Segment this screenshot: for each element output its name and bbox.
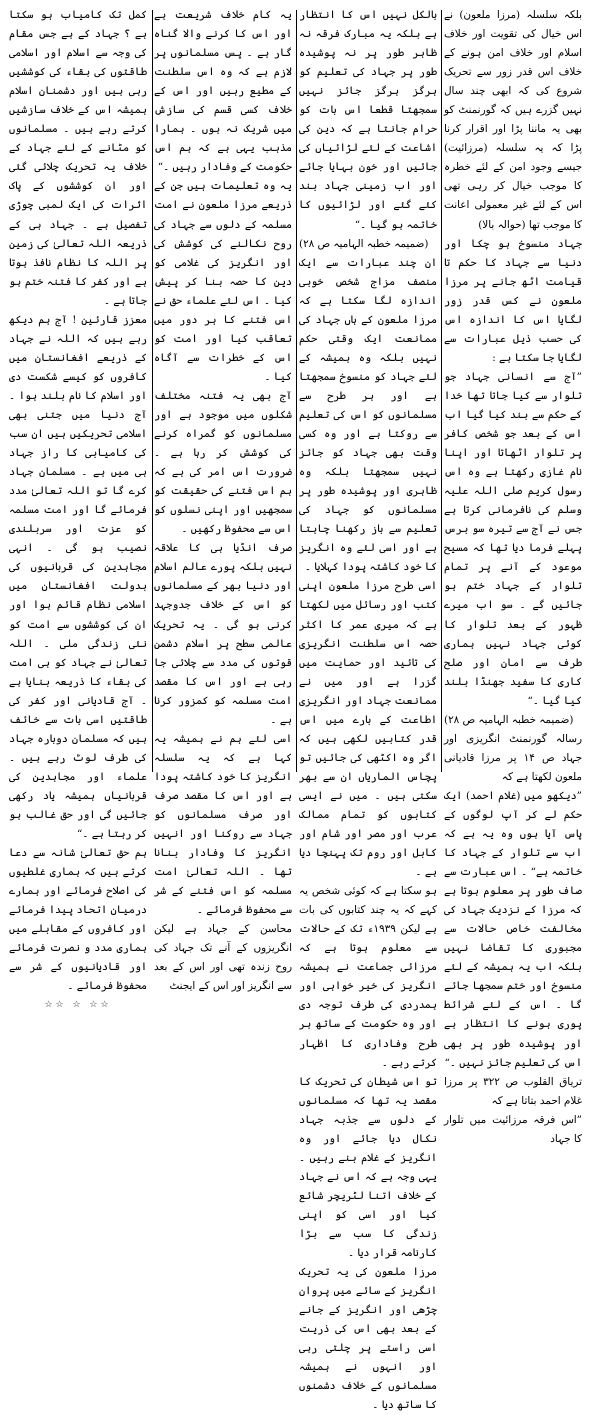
newspaper-page bbox=[6, 6, 584, 1412]
paragraph: رسالہ گورنمنٹ انگریزی اور جہاد ص ۱۴ پر مرزا قادیانی ملعون لکھتا ہے کہ bbox=[444, 732, 582, 783]
source-citation: (ضمیمہ خطبہ الہامیہ ص ۲۸) bbox=[299, 237, 429, 250]
quotation: ”دیکھو میں (غلام احمد) ایک حکم لے کر آپ لوگوں کے پاس آیا ہوں وہ یہ ہے کہ اب سے تلوار کے جہاد کا خاتمہ ہے“ ۔ اس عبارت سے صاف طور پر معلوم ہوتا ہے کہ مرزا کے نزدیک جہاد کی مخالفت خاص حالات سے مجبوری کا تقاضا نہیں بلکہ اب یہ ہمیشہ کے لئے منسوخ اور ختم سمجھا جائے گا ۔ اس کے لئے شرائط پوری ہونے کا انتظار ہے اور پوشیدہ طور پر بھی اس کی تعلیم جائز نہیں ۔“ bbox=[444, 789, 582, 1069]
quotation: ”اس فرقہ مرزائیت میں تلوار کا جہاد bbox=[444, 1113, 582, 1145]
closing-prayer: ہم حق تعالیٰ شانہ سے دعا کرتے ہیں کہ ہماری غلطیوں کی اصلاح فرمائے اور ہمارے درمیان اتحاد پیدا فرمائے اور کافروں کے مقابلے میں ہماری مدد و نصرت فرمائے اور قادیانیوں کے شر سے محفوظ فرمائے ۔ bbox=[9, 847, 147, 993]
paragraph: آج بھی یہ فتنہ مختلف شکلوں میں موجود ہے اور مسلمانوں کو گمراہ کرنے کی کوشش کر رہا ہے ۔ ضرورت اس امر کی ہے کہ ہم اس فتنے کی حقیقت کو سمجھیں اور اپنی نسلوں کو اس سے محفوظ رکھیں ۔ bbox=[154, 389, 292, 536]
paragraph: کمل تک کامیاب ہو سکتا ہے ؟ جہاد کے ہے جس مقام کی وجہ سے اسلام اور اسلامی طاقتوں کی بقاء کی کوششیں رہی ہیں اور دشمنان اسلام ہمیشہ اس کے خلاف سازشیں کرتے رہے ہیں ۔ مسلمانوں کو مٹانے کے لئے جہاد کے خلاف یہ تحریک چلائی گئی اور ان کوششوں کے پاک اثرات کی ایک لمبی چوڑی تفصیل ہے ۔ جہاد ہی کے ذریعہ اللہ تعالیٰ کی زمین پر اللہ کا نظام نافذ ہوتا ہے اور کفر کا فتنہ ختم ہو جاتا ہے ۔ bbox=[9, 9, 147, 307]
paragraph: ہو سکتا ہے کہ کوئی شخص یہ کہے کہ یہ چند کتابوں کی بات ہے لیکن ۱۹۳۹ء تک کے حالات سے معلوم ہوتا ہے کہ مرزائی جماعت نے ہمیشہ انگریز کی خیر خواہی اور ہمدردی کی طرف توجہ دی اور وہ حکومت کے ساتھ ہر طرح وفاداری کا اظہار کرتے رہے ۔ bbox=[299, 885, 438, 1069]
text-column-1 bbox=[444, 6, 582, 1145]
source-citation: (ضمیمہ خطبہ الہامیہ ص ۲۸) bbox=[444, 713, 574, 726]
paragraph: اسی طرح مرزا ملعون اپنی کتب اور رسائل میں لکھتا ہے کہ میری عمر کا اکثر حصہ اس سلطنت انگریزی کی تائید اور حمایت میں گزرا ہے اور میں نے ممانعت جہاد اور انگریزی اطاعت کے بارے میں اس قدر کتابیں لکھی ہیں کہ اگر وہ اکٹھی کی جائیں تو پچاس الماریاں ان سے بھر سکتی ہیں ۔ میں نے ایسی کتابوں کو تمام ممالک عرب اور مصر اور شام اور کابل اور روم تک پہنچا دیا ہے ۔ bbox=[299, 580, 437, 879]
paragraph: بالکل نہیں اس کا انتظار ہے بلکہ یہ مبارک فرقہ نہ ظاہر طور پر نہ پوشیدہ طور پر جہاد کی تعلیم کو ہرگز ہرگز جائز نہیں سمجھتا قطعا اس بات کو حرام جانتا ہے کہ دین کی اشاعت کے لئے لڑائیاں کی جائیں اور خون بہایا جائے اور اب زمینی جہاد بند کئے گئے اور لڑائیوں کا خاتمہ ہو گیا ۔“ bbox=[299, 9, 437, 231]
column-divider bbox=[441, 10, 442, 772]
paragraph: معزز قارئین ! آج ہم دیکھ رہے ہیں کہ اللہ نے جہاد کے ذریعے افغانستان میں کافروں کو کیسے شکست دی اور اسلام کا نام بلند ہوا ۔ آج دنیا میں جتنی بھی اسلامی تحریکیں ہیں ان سب کی کامیابی کا راز جہاد ہی میں ہے ۔ مسلمان جہاد کرے گا تو اللہ تعالیٰ مدد فرمائے گا اور امت مسلمہ کو عزت اور سربلندی نصیب ہو گی ۔ انہی مجاہدین کی قربانیوں کی بدولت افغانستان میں اسلامی نظام قائم ہوا اور ان کی کوششوں سے امت کو نئی زندگی ملی ۔ اللہ تعالیٰ نے جہاد کو ہی امت کی بقاء کا ذریعہ بنایا ہے ۔ آج قادیانی اور کفر کی طاقتیں اسی بات سے خائف ہیں کہ مسلمان دوبارہ جہاد کی طرف لوٹ رہے ہیں ۔ علماء اور مجاہدین کی قربانیاں ہمیشہ یاد رکھی جائیں گی اور حق غالب ہو کر رہتا ہے ۔“ bbox=[9, 313, 147, 841]
paragraph: تریاق القلوب ص ۳۲۲ پر مرزا غلام احمد بتاتا ہے کہ bbox=[444, 1075, 582, 1107]
paragraph: صرف انڈیا ہی کا علاقہ نہیں بلکہ پورے عالم اسلام اور دنیا بھر کے مسلمانوں کو اس کے خلاف جدوجہد کرنی ہو گی ۔ یہ تحریک عالمی سطح پر اسلام دشمن قوتوں کی مدد سے چلائی جا رہی ہے اور اس کا مقصد امت مسلمہ کو کمزور کرنا ہے ۔ bbox=[154, 542, 292, 726]
paragraph: یہ وہ تعلیمات ہیں جن کے ذریعے مرزا ملعون نے امت مسلمہ کے دلوں سے جہاد کی روح نکالنے کی کوشش کی اور انگریز کی غلامی کو دین کا حصہ بنا کر پیش کیا ۔ اس لئے علماء حق نے اس فتنے کا ہر دور میں تعاقب کیا اور امت کو اس کے خطرات سے آگاہ کیا ۔ bbox=[154, 180, 292, 383]
text-column-3 bbox=[154, 6, 292, 993]
column-divider bbox=[152, 10, 153, 772]
column-divider bbox=[296, 10, 297, 772]
paragraph: تو اس شیطان کی تحریک کا مقصد یہ تھا کہ مسلمانوں کے دلوں سے جذبہ جہاد نکال دیا جائے اور وہ انگریز کے غلام بنے رہیں ۔ یہی وجہ ہے کہ اس نے جہاد کے خلاف اتنا لٹریچر شائع کیا اور اسی کو اپنی زندگی کا سب سے بڑا کارنامہ قرار دیا ۔ bbox=[299, 1075, 437, 1260]
paragraph: بلکہ سلسلہ (مرزا ملعون) نے اس خیال کی تقویت اور خلاف اسلام اور خلاف امن ہونے کے خلاف اس قدر زور سے تحریک شروع کی کہ ابھی چند سال نہیں گزرے ہیں کہ گورنمنٹ کو بھی یہ ماننا پڑا اور اقرار کرنا پڑا کہ یہ سلسلہ (مرزائیت) جیسے وجود امن کے لئے خطرہ کا موجب خیال کر رہی تھی اس کے لئے غیر معمولی اعانت کا موجب تھا (حوالہ بالا) bbox=[444, 9, 582, 231]
paragraph: یہ کام خلاف شریعت ہے اور اس کا کرنے والا گناہ گار ہے ۔ پس مسلمانوں پر لازم ہے کہ وہ اس سلطنت کے مطیع رہیں اور اس کے خلاف کسی قسم کی سازش میں شریک نہ ہوں ۔ ہمارا مذہب یہی ہے کہ ہم اس حکومت کے وفادار رہیں ۔“ bbox=[154, 9, 292, 174]
paragraph: محاسن کے جہاد ہے لیکن انگریزوں کے آنے تک جہاد کی روح زندہ تھی اور اس کے بعد سے انگریز اور اس کے ایجنٹ bbox=[154, 923, 292, 993]
paragraph: مرزا ملعون کی یہ تحریک انگریز کے سائے میں پروان چڑھی اور انگریز کے جانے کے بعد بھی اس کی ذریت اسی راستے پر چلتی رہی اور انہوں نے ہمیشہ مسلمانوں کے خلاف دشمنوں کا ساتھ دیا ۔ bbox=[299, 1266, 437, 1412]
paragraph: جہاد منسوخ ہو چکا اور دنیا سے جہاد کا حکم تا قیامت اٹھ جانے پر مرزا ملعون نے کس قدر زور لگایا اس کا اندازہ اس کی حسب ذیل عبارات سے لگایا جا سکتا ہے : bbox=[444, 237, 582, 364]
text-column-4 bbox=[9, 6, 147, 1011]
paragraph: اسی لئے ہم نے ہمیشہ یہ کہا ہے کہ یہ سلسلہ انگریز کا خود کاشتہ پودا ہے اور اس کا مقصد صرف اور صرف مسلمانوں کو جہاد سے روکنا اور انہیں انگریز کا وفادار بنانا تھا ۔ اللہ تعالیٰ امت مسلمہ کو اس فتنے کے شر سے محفوظ فرمائے ۔ bbox=[154, 732, 292, 917]
text-column-2 bbox=[299, 6, 438, 1412]
quotation: ”آج سے انسانی جہاد جو تلوار سے کیا جاتا تھا خدا کے حکم سے بند کیا گیا اب اس کے بعد جو شخص کافر پر تلوار اٹھاتا اور اپنا نام غازی رکھتا ہے وہ اس رسول کریم صلی اللہ علیہ وسلم کی نافرمانی کرتا ہے جس نے آج سے تیرہ سو برس پہلے فرما دیا تھا کہ مسیح موعود کے آنے پر تمام تلوار کے جہاد ختم ہو جائیں گے ۔ سو اب میرے ظہور کے بعد تلوار کا کوئی جہاد نہیں ہماری طرف سے امان اور صلح کاری کا سفید جھنڈا بلند کیا گیا ۔“ bbox=[444, 370, 582, 707]
paragraph: ان چند عبارات سے ایک منصف مزاج شخص خوبی اندازہ لگا سکتا ہے کہ مرزا ملعون کے ہاں جہاد کی ممانعت ایک وقتی حکم نہیں بلکہ وہ ہمیشہ کے لئے جہاد کو منسوخ سمجھتا ہے اور ہر طرح سے مسلمانوں کو اس کی تعلیم سے روکتا ہے اور وہ کسی وقت بھی جہاد کو جائز نہیں سمجھتا بلکہ وہ ظاہری اور پوشیدہ طور پر مسلمانوں کو جہاد کی تعلیم سے باز رکھنا چاہتا ہے اور اسی لئے وہ انگریز کا خود کاشتہ پودا کہلایا ۔ bbox=[299, 256, 437, 574]
end-stars-ornament: ☆☆ ☆ ☆☆ bbox=[44, 1000, 112, 1011]
